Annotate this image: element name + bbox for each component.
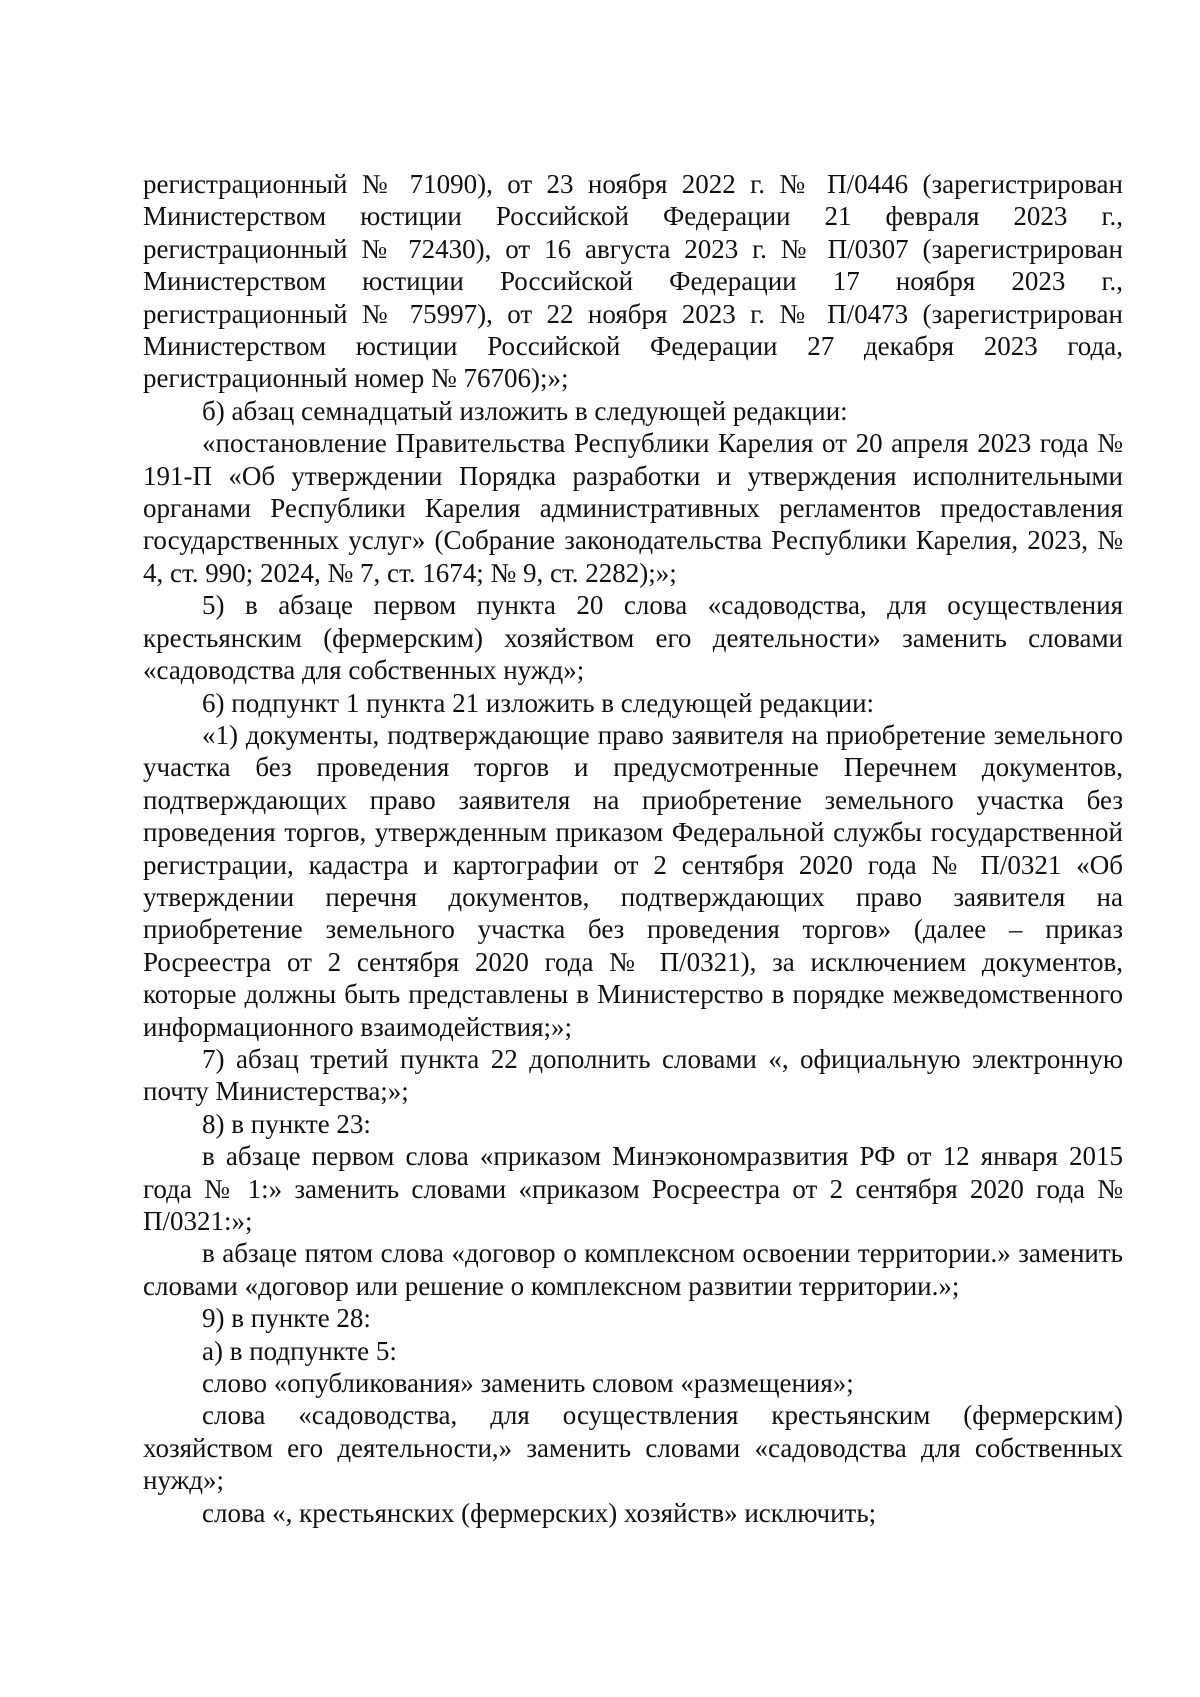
paragraph-item-8: 8) в пункте 23: <box>202 1108 371 1139</box>
paragraph-item-6: 6) подпункт 1 пункта 21 изложить в следующей редакции: <box>202 687 875 718</box>
paragraph-item-b: б) абзац семнадцатый изложить в следующей редакции: <box>202 395 848 426</box>
paragraph-item-7: 7) абзац третий пункта 22 дополнить словами «, официальную электронную почту Министерства;»; <box>143 1043 1123 1107</box>
paragraph-subitem-1-documents: «1) документы, подтверждающие право заявителя на приобретение земельного участка без проведения торгов и предусмотренные Перечнем документов, подтверждающих право заявителя на приобретение земельного участка без проведения торгов, утвержденным приказом Федеральной службы государственной регистрации, кадастра и картографии от 2 сентября 2020 года № П/0321 «Об утверждении перечня документов, подтверждающих право заявителя на приобретение земельного участка без проведения торгов» (далее – приказ Росреестра от 2 сентября 2020 года № П/0321), за исключением документов, которые должны быть представлены в Министерство в порядке межведомственного информационного взаимодействия;»; <box>143 719 1123 1042</box>
paragraph-item-9a: а) в подпункте 5: <box>202 1335 397 1366</box>
paragraph-item-9a-exclude: слова «, крестьянских (фермерских) хозяйств» исключить; <box>202 1497 877 1528</box>
paragraph-item-9: 9) в пункте 28: <box>202 1303 371 1334</box>
paragraph-item-9a-words: слова «садоводства, для осуществления крестьянским (фермерским) хозяйством его деятельности,» заменить словами «садоводства для собственных нужд»; <box>143 1400 1123 1496</box>
paragraph-resolution-191p: «постановление Правительства Республики Карелия от 20 апреля 2023 года № 191-П «Об утверждении Порядка разработки и утверждения исполнительными органами Республики Карелия административных регламентов предоставления государственных услуг» (Собрание законодательства Республики Карелия, 2023, № 4, ст. 990; 2024, № 7, ст. 1674; № 9, ст. 2282);»; <box>143 428 1123 588</box>
document-body <box>143 168 1123 1529</box>
paragraph-registrations: регистрационный № 71090), от 23 ноября 2022 г. № П/0446 (зарегистрирован Министерством юстиции Российской Федерации 21 февраля 2023 г., регистрационный № 72430), от 16 августа 2023 г. № П/0307 (зарегистрирован Министерством юстиции Российской Федерации 17 ноября 2023 г., регистрационный № 75997), от 22 ноября 2023 г. № П/0473 (зарегистрирован Министерством юстиции Российской Федерации 27 декабря 2023 года, регистрационный номер № 76706);»; <box>143 169 1123 394</box>
paragraph-item-8-fifth: в абзаце пятом слова «договор о комплексном освоении территории.» заменить словами «договор или решение о комплексном развитии территории.»; <box>143 1238 1123 1301</box>
paragraph-item-9a-word: слово «опубликования» заменить словом «размещения»; <box>202 1368 854 1399</box>
paragraph-item-8-first: в абзаце первом слова «приказом Минэкономразвития РФ от 12 января 2015 года № 1:» заменить словами «приказом Росреестра от 2 сентября 2020 года № П/0321:»; <box>143 1141 1123 1236</box>
paragraph-item-5: 5) в абзаце первом пункта 20 слова «садоводства, для осуществления крестьянским (фермерским) хозяйством его деятельности» заменить словами «садоводства для собственных нужд»; <box>143 590 1123 686</box>
